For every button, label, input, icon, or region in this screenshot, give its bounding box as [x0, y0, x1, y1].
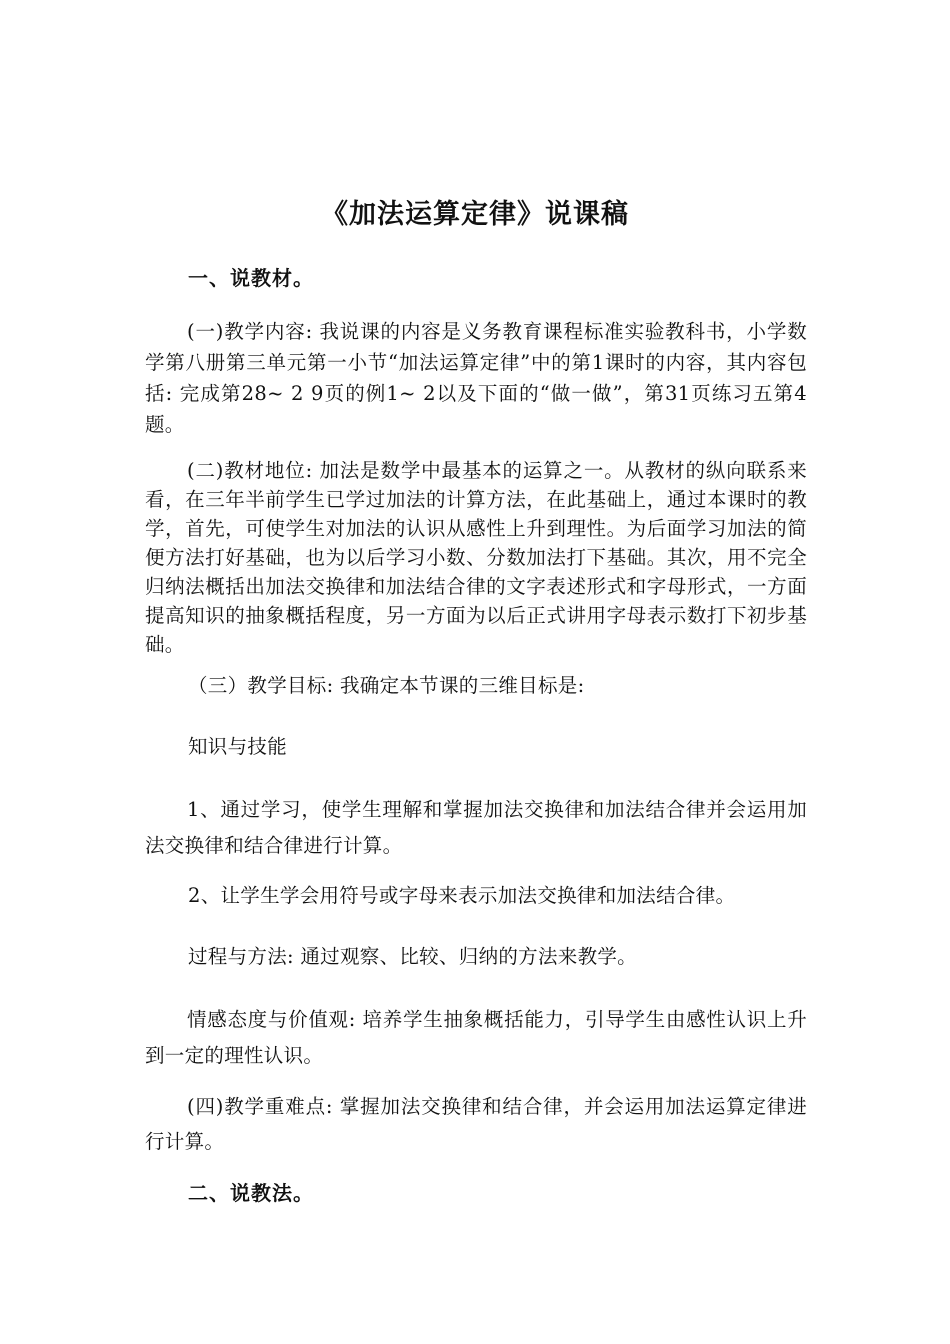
paragraph-teaching-goals: （三）教学目标: 我确定本节课的三维目标是:: [188, 674, 585, 697]
paragraph-knowledge-skills: 知识与技能: [188, 735, 288, 758]
paragraph-key-difficulties: (四)教学重难点: 掌握加法交换律和结合律，并会运用加法运算定律进行计算。: [145, 1095, 807, 1153]
paragraph-goal-1: 1、通过学习，使学生理解和掌握加法交换律和加法结合律并会运用加法交换律和结合律进行计算。: [145, 798, 807, 857]
paragraph-teaching-content: (一)教学内容: 我说课的内容是义务教育课程标准实验教科书，小学数学第八册第三单元第一小节“加法运算定律”中的第1课时的内容，其内容包括: 完成第28~ 2 9页的例1~ 2以及下面的“做一做”，第31页练习五第4题。: [145, 320, 807, 436]
paragraph-textbook-position: (二)教材地位: 加法是数学中最基本的运算之一。从教材的纵向联系来看，在三年半前学生已学过加法的计算方法，在此基础上，通过本课时的教学，首先，可使学生对加法的认识从感性上升到理性。为后面学习加法的简便方法打好基础，也为以后学习小数、分数加法打下基础。其次，用不完全归纳法概括出加法交换律和加法结合律的文字表述形式和字母形式，一方面提高知识的抽象概括程度，另一方面为以后正式讲用字母表示数打下初步基础。: [145, 459, 807, 656]
section-heading-teaching-method: 二、说教法。: [188, 1181, 314, 1205]
paragraph-goal-2: 2、让学生学会用符号或字母来表示加法交换律和加法结合律。: [188, 884, 736, 907]
section-heading-textbook: 一、说教材。: [188, 266, 314, 290]
paragraph-emotion-values: 情感态度与价值观: 培养学生抽象概括能力，引导学生由感性认识上升到一定的理性认识。: [145, 1008, 807, 1067]
paragraph-process-method: 过程与方法: 通过观察、比较、归纳的方法来教学。: [188, 945, 637, 968]
document-title: 《加法运算定律》说课稿: [321, 199, 629, 230]
